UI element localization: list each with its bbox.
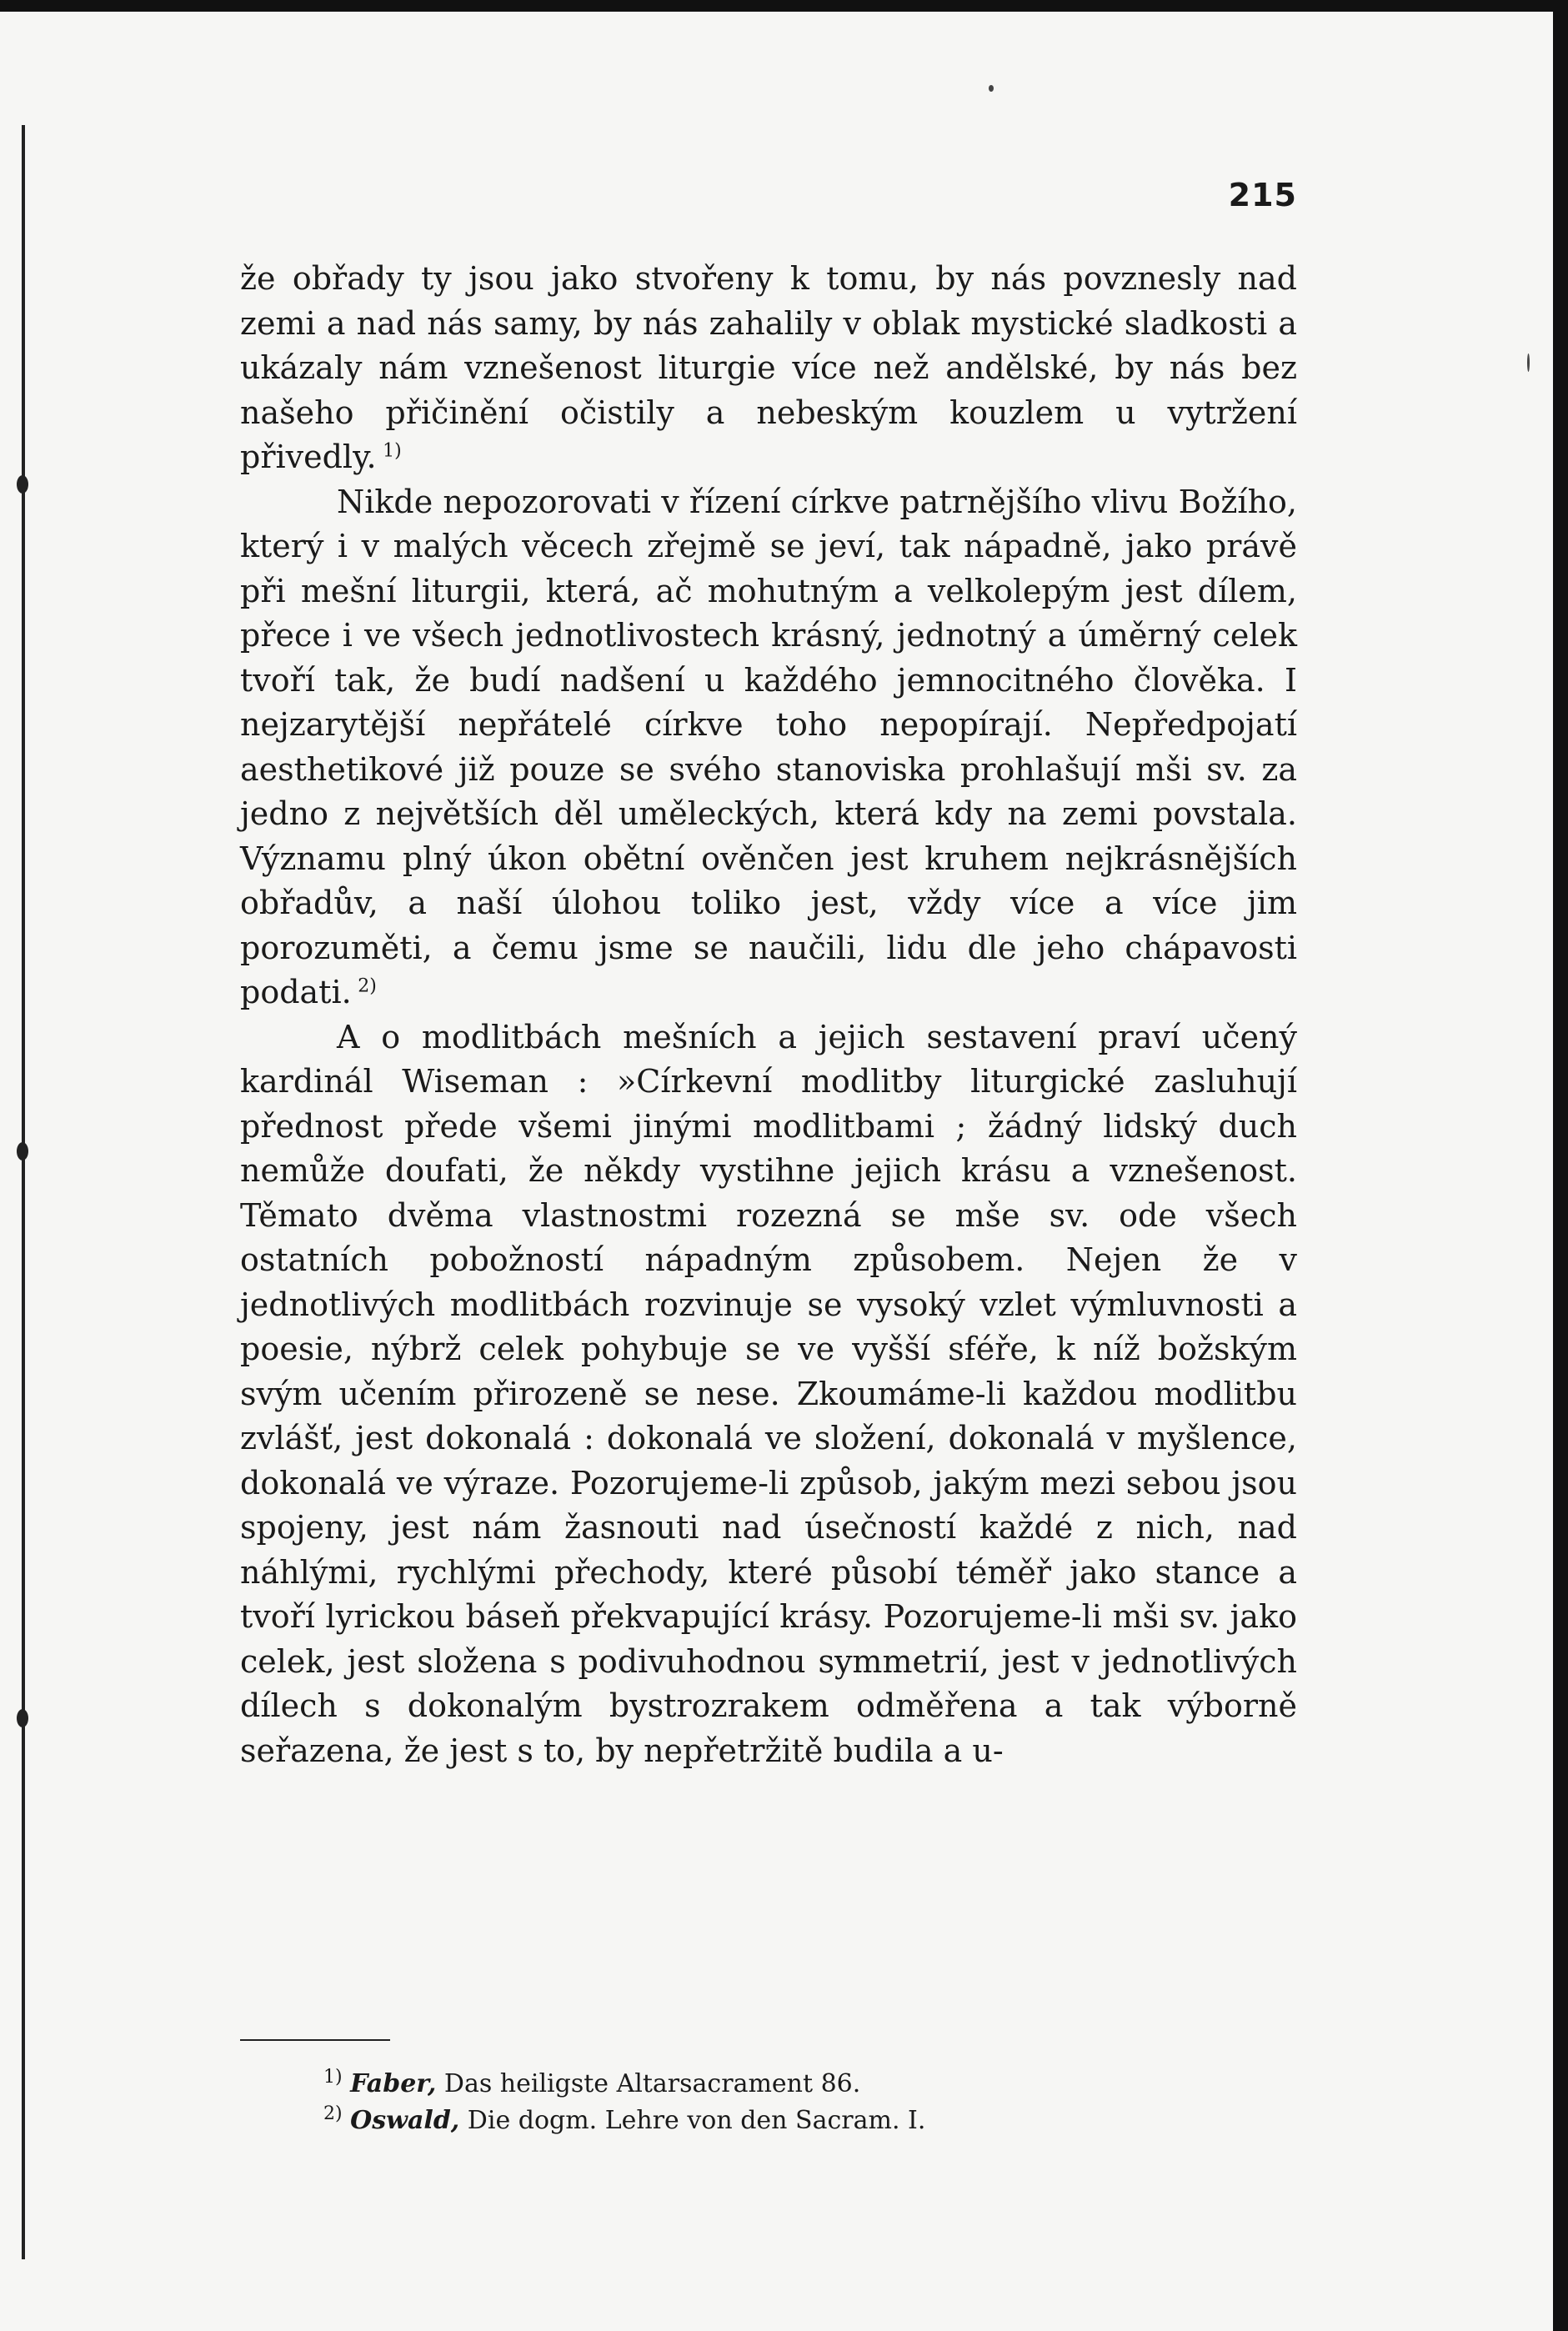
paragraph xyxy=(240,480,1297,1015)
footnote-text: Die dogm. Lehre von den Sacram. I. xyxy=(467,2106,926,2135)
paragraph-text: A o modlitbách mešních a jejich sestavení praví učený kardinál Wiseman : »Církevní modlitby liturgické zasluhují přednost přede všemi jinými modlitbami ; žádný lidský duch nemůže doufati, že někdy vystihne jejich krásu a vznešenost. Těmato dvěma vlastnostmi rozezná se mše sv. ode všech ostatních pobožností nápadným způsobem. Nejen že v jednotlivých modlitbách rozvinuje se vysoký vzlet výmluvnosti a poesie, nýbrž celek pohybuje se ve vyšší sféře, k níž božským svým učením přirozeně se nese. Zkoumáme-li každou modlitbu zvlášť, jest dokonalá : dokonalá ve složení, dokonalá v myšlence, dokonalá ve výraze. Pozorujeme-li způsob, jakým mezi sebou jsou spojeny, jest nám žasnouti nad úsečností každé z nich, nad náhlými, rychlými přechody, které působí téměř jako stance a tvoří lyrickou báseň překvapující krásy. Pozorujeme-li mši sv. jako celek, jest složena s podivuhodnou symmetrií, jest v jednotlivých dílech s dokonalým bystrozrakem odměřena a tak výborně seřazena, že jest s to, by nepřetržitě budila a u- xyxy=(240,1018,1297,1769)
scan-border-right xyxy=(1553,0,1568,2331)
footnote-reference: 1) xyxy=(383,440,402,462)
footnote-text: Das heiligste Altarsacrament 86. xyxy=(443,2069,861,2098)
scan-border-top xyxy=(0,0,1568,12)
scan-margin-mark xyxy=(17,1709,28,1727)
page-number: 215 xyxy=(1228,177,1297,213)
footnotes xyxy=(323,2066,925,2139)
footnote-reference: 2) xyxy=(358,975,377,997)
scan-margin-mark xyxy=(17,475,28,494)
scan-speck xyxy=(989,85,994,92)
footnote-marker: 2) xyxy=(323,2103,343,2124)
paragraph-text: Nikde nepozorovati v řízení církve patrnějšího vlivu Božího, který i v malých věcech zřejmě se jeví, tak nápadně, jako právě při mešní liturgii, která, ač mohutným a velkolepým jest dílem, přece i ve všech jednotlivostech krásný, jednotný a úměrný celek tvoří tak, že budí nadšení u každého jemnocitného člověka. I nejzarytější nepřátelé církve toho nepopírají. Nepředpojatí aesthetikové již pouze se svého stanoviska prohlašují mši sv. za jedno z největších děl uměleckých, která kdy na zemi povstala. Významu plný úkon obětní ověnčen jest kruhem nejkrásnějších obřadův, a naší úlohou toliko jest, vždy více a více jim porozuměti, a čemu jsme se naučili, lidu dle jeho chápavosti podati. xyxy=(240,483,1297,1010)
scan-speck xyxy=(1527,353,1530,372)
footnote xyxy=(323,2103,925,2139)
footnote-author: Oswald, xyxy=(350,2106,460,2135)
footnote xyxy=(323,2066,925,2103)
footnote-divider xyxy=(240,2039,390,2041)
paragraph xyxy=(240,1015,1297,1774)
footnote-author: Faber, xyxy=(350,2069,437,2098)
footnote-marker: 1) xyxy=(323,2067,343,2088)
paragraph-text: že obřady ty jsou jako stvořeny k tomu, by nás povznesly nad zemi a nad nás samy, by nás zahalily v oblak mystické sladkosti a ukázaly nám vznešenost liturgie více než andělské, by nás bez našeho přičinění očistily a nebeským kouzlem u vytržení přivedly. xyxy=(240,260,1297,475)
scan-margin-line xyxy=(22,125,25,2259)
body-text xyxy=(240,257,1297,1773)
scan-margin-mark xyxy=(17,1142,28,1160)
paragraph xyxy=(240,257,1297,480)
